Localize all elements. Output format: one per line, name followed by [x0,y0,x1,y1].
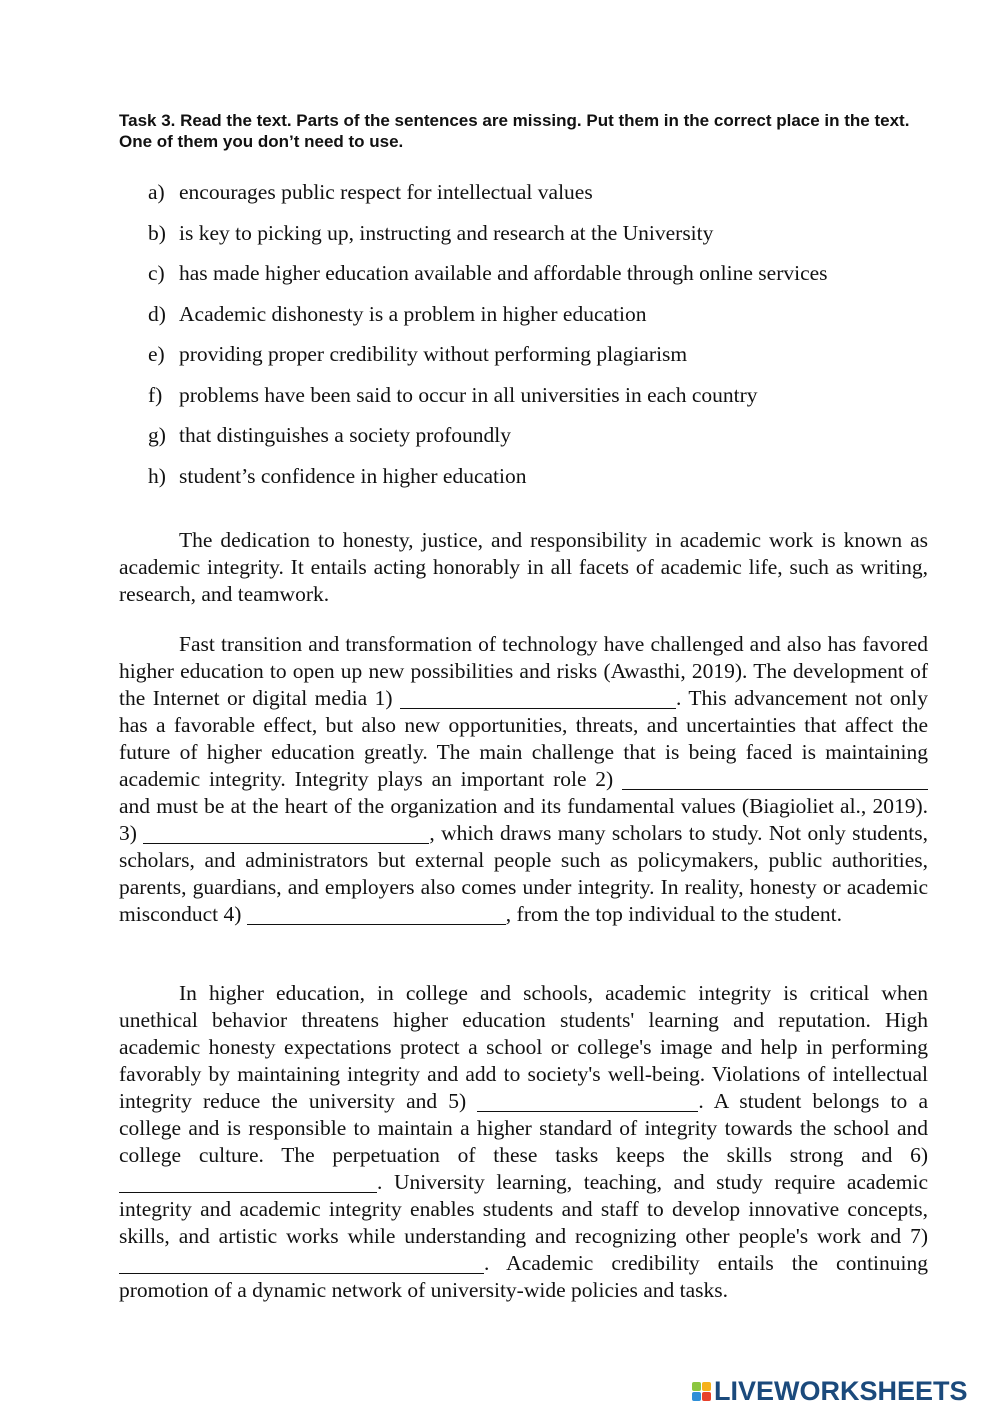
paragraph-2 [119,631,928,928]
option-a [148,177,828,218]
option-text: encourages public respect for intellectual values [179,180,593,204]
blank-6-input[interactable] [119,1174,377,1193]
text-segment: and must be at the heart of the organization and its fundamental values (Biagioliet al., 2019). 3) [119,794,928,845]
blank-7-input[interactable] [119,1255,484,1274]
option-c [148,258,828,299]
option-text: student’s confidence in higher education [179,463,527,488]
option-letter: b) [148,220,166,245]
option-text: providing proper credibility without performing plagiarism [179,342,688,366]
paragraph-1: The dedication to honesty, justice, and responsibility in academic work is known as academic integrity. It entails acting honorably in all facets of academic life, such as writing, research, and teamwork. [119,528,928,606]
text-segment: , from the top individual to the student. [505,902,842,926]
option-letter: d) [148,301,166,326]
blank-2-input[interactable] [622,771,928,790]
option-letter: a) [148,180,165,204]
option-text: that distinguishes a society profoundly [179,423,512,447]
blank-1-input[interactable] [400,690,676,709]
option-d [148,299,828,340]
text-segment: , which draws many scholars to study. Not only students, scholars, and administrators but external people such as policymakers, public authorities, parents, guardians, and employers also comes under integrity. In reality, honesty or academic misconduct 4) [119,821,928,926]
text-segment: . Academic credibility entails the continuing promotion of a dynamic network of university-wide policies and tasks. [119,1251,928,1302]
text-segment: . This advancement not only has a favorable effect, but also new opportunities, threats, and uncertainties that affect the future of higher education greatly. The main challenge that is being faced is maintaining academic integrity. Integrity plays an important role 2) [119,686,928,791]
text-segment: In higher education, in college and schools, academic integrity is critical when unethical behavior threatens higher education students' learning and reputation. High academic honesty expectations protect a school or college's image and help in performing favorably by maintaining integrity and add to society's well-being. Violations of intellectual integrity reduce the university and 5) [119,981,928,1113]
option-letter: h) [148,463,166,488]
option-text: is key to picking up, instructing and research at the University [179,220,714,245]
blank-5-input[interactable] [477,1093,698,1112]
text-segment: . A student belongs to a college and is responsible to maintain a higher standard of integrity towards the school and college culture. The perpetuation of these tasks keeps the skills strong and 6) [119,1089,928,1167]
option-e [148,339,828,380]
option-text: problems have been said to occur in all universities in each country [179,382,758,407]
option-g [148,420,828,461]
text-segment: Fast transition and transformation of technology have challenged and also has favored higher education to open up new possibilities and risks (Awasthi, 2019). The development of the Internet or digital media 1) [119,632,928,710]
option-f [148,380,828,421]
option-letter: c) [148,261,165,285]
blank-4-input[interactable] [247,906,506,925]
task-instructions: Task 3. Read the text. Parts of the sentences are missing. Put them in the correct place in the text. One of them you don’t need to use. [119,111,910,151]
logo-text: LIVEWORKSHEETS [714,1376,968,1406]
logo-cubes-icon [692,1382,711,1401]
liveworksheets-logo [692,1376,968,1407]
option-letter: e) [148,342,165,366]
option-text: has made higher education available and affordable through online services [179,261,828,285]
text-segment: . University learning, teaching, and study require academic integrity and academic integrity enables students and staff to develop innovative concepts, skills, and artistic works while understanding and recognizing other people's work and 7) [119,1170,928,1248]
paragraph-3 [119,980,928,1304]
option-b [148,218,828,259]
option-letter: f) [148,382,163,407]
option-letter: g) [148,423,166,447]
option-text: Academic dishonesty is a problem in higher education [179,301,647,326]
options-list [148,177,828,501]
option-h [148,461,828,502]
blank-3-input[interactable] [143,825,429,844]
